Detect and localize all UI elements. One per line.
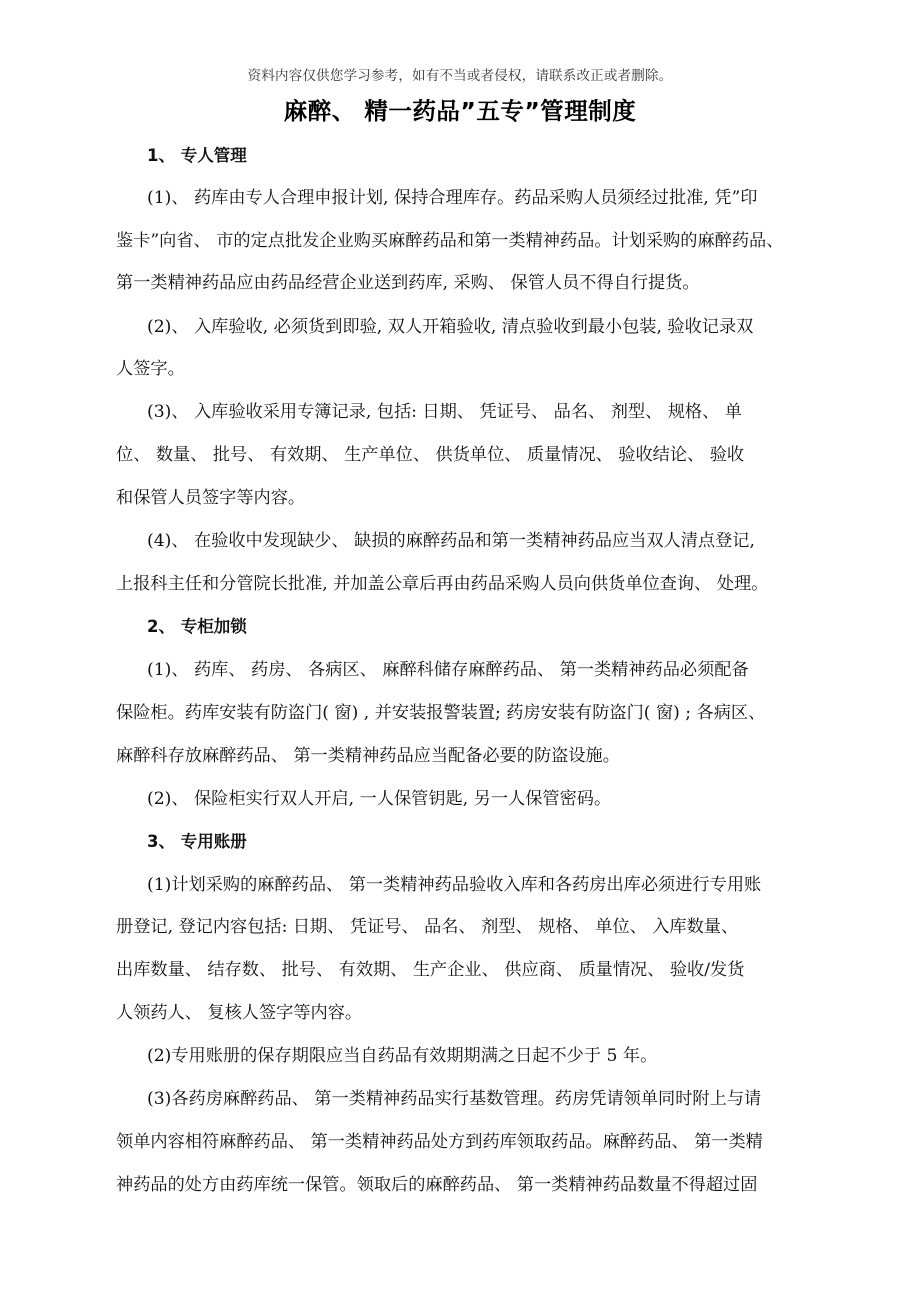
section-heading-1: 1、 专人管理 [147,146,247,165]
paragraph-line: 册登记, 登记内容包括: 日期、 凭证号、 品名、 剂型、 规格、 单位、 入库数量、 [116,917,739,937]
disclaimer-header: 资料内容仅供您学习参考，如有不当或者侵权，请联系改正或者删除。 [247,68,673,84]
paragraph-line: (3)、 入库验收采用专簿记录, 包括: 日期、 凭证号、 品名、 剂型、 规格、 单 [147,402,742,422]
paragraph-line: 人领药人、 复核人签字等内容。 [116,1003,363,1023]
section-heading-3: 3、 专用账册 [147,832,247,851]
section-heading-2: 2、 专柜加锁 [147,617,247,636]
paragraph-line: 鉴卡”向省、 市的定点批发企业购买麻醉药品和第一类精神药品。计划采购的麻醉药品、 [116,231,784,251]
paragraph-line: 位、 数量、 批号、 有效期、 生产单位、 供货单位、 质量情况、 验收结论、 验收 [116,445,745,465]
paragraph-line: 上报科主任和分管院长批准, 并加盖公章后再由药品采购人员向供货单位查询、 处理。 [116,574,769,594]
paragraph-line: (1)、 药库由专人合理申报计划, 保持合理库存。药品采购人员须经过批准, 凭”印 [147,188,758,208]
paragraph-line: (3)各药房麻醉药品、 第一类精神药品实行基数管理。药房凭请领单同时附上与请 [147,1089,762,1109]
paragraph-line: 麻醉科存放麻醉药品、 第一类精神药品应当配备必要的防盗设施。 [116,746,620,766]
paragraph-line: (2)专用账册的保存期限应当自药品有效期期满之日起不少于 5 年。 [147,1046,658,1066]
paragraph-line: (1)、 药库、 药房、 各病区、 麻醉科储存麻醉药品、 第一类精神药品必须配备 [147,660,749,680]
paragraph-line: 神药品的处方由药库统一保管。领取后的麻醉药品、 第一类精神药品数量不得超过固 [116,1175,758,1195]
paragraph-line: (2)、 入库验收, 必须货到即验, 双人开箱验收, 清点验收到最小包装, 验收记录双 [147,317,754,337]
paragraph-line: (2)、 保险柜实行双人开启, 一人保管钥匙, 另一人保管密码。 [147,789,612,809]
paragraph-line: 领单内容相符麻醉药品、 第一类精神药品处方到药库领取药品。麻醉药品、 第一类精 [116,1132,763,1152]
paragraph-line: (1)计划采购的麻醉药品、 第一类精神药品验收入库和各药房出库必须进行专用账 [147,875,762,895]
paragraph-line: 人签字。 [116,359,185,379]
document-title: 麻醉、 精一药品”五专”管理制度 [283,97,637,125]
paragraph-line: 和保管人员签字等内容。 [116,488,306,508]
paragraph-line: (4)、 在验收中发现缺少、 缺损的麻醉药品和第一类精神药品应当双人清点登记, [147,531,755,551]
paragraph-line: 保险柜。药库安装有防盗门( 窗) , 并安装报警装置; 药房安装有防盗门( 窗) ; 各病区、 [116,703,766,723]
paragraph-line: 出库数量、 结存数、 批号、 有效期、 生产企业、 供应商、 质量情况、 验收/发货 [116,960,745,980]
paragraph-line: 第一类精神药品应由药品经营企业送到药库, 采购、 保管人员不得自行提货。 [116,273,700,293]
